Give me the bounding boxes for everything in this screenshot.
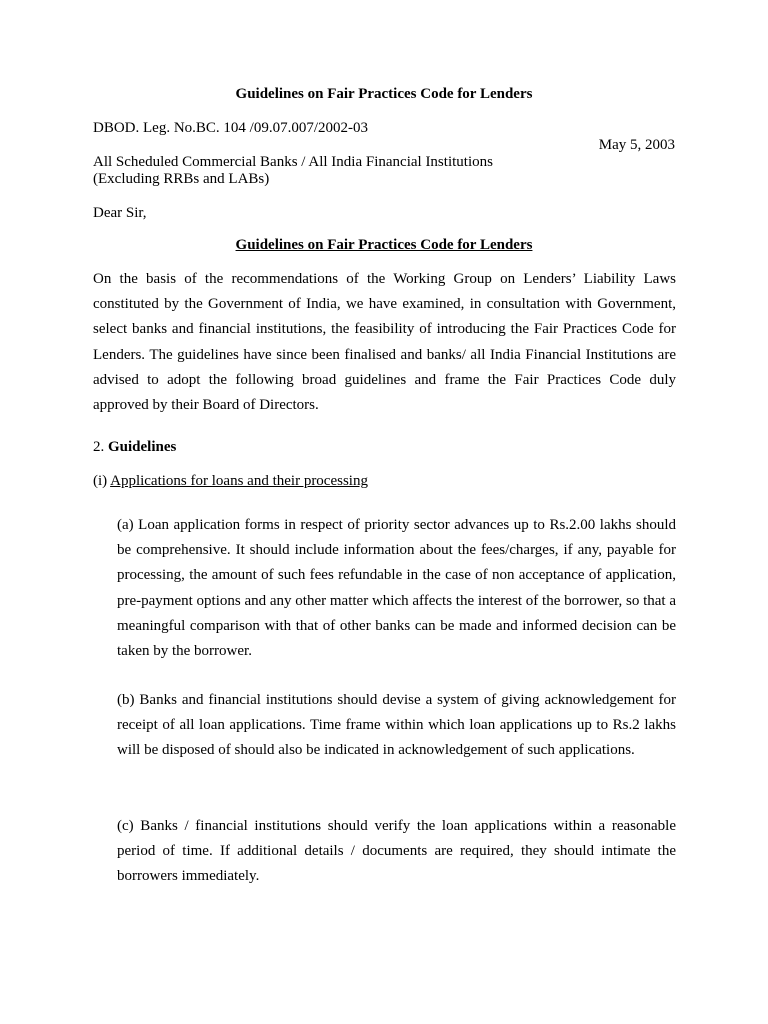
salutation: Dear Sir, (93, 205, 147, 221)
addressee-line-1: All Scheduled Commercial Banks / All India Financial Institutions (93, 154, 493, 170)
guideline-item-b: (b) Banks and financial institutions should devise a system of giving acknowledgement for receipt of all loan applications. Time frame within which loan applications up to Rs.2 lakhs will be disposed of should also be indicated in acknowledgement of such applications. (117, 692, 676, 759)
subsection-number: (i) (93, 473, 108, 489)
subject-heading: Guidelines on Fair Practices Code for Lenders (235, 237, 533, 253)
letter-date: May 5, 2003 (598, 137, 675, 153)
reference-number: DBOD. Leg. No.BC. 104 /09.07.007/2002-03 (93, 120, 368, 136)
subsection-title: Applications for loans and their processing (110, 473, 368, 489)
addressee-line-2: (Excluding RRBs and LABs) (93, 171, 270, 187)
document-title: Guidelines on Fair Practices Code for Lenders (235, 86, 533, 102)
section-heading (93, 439, 176, 456)
subsection-heading (93, 473, 368, 490)
guideline-item-a: (a) Loan application forms in respect of priority sector advances up to Rs.2.00 lakhs should be comprehensive. It should include information about the fees/charges, if any, payable for processing, the amount of such fees refundable in the case of non acceptance of application, pre-payment options and any other matter which affects the interest of the borrower, so that a meaningful comparison with that of other banks can be made and informed decision can be taken by the borrower. (117, 517, 676, 660)
section-title: Guidelines (108, 439, 177, 455)
section-number: 2. (93, 439, 105, 455)
intro-paragraph: On the basis of the recommendations of the Working Group on Lenders’ Liability Laws constituted by the Government of India, we have examined, in consultation with Government, select banks and financial institutions, the feasibility of introducing the Fair Practices Code for Lenders. The guidelines have since been finalised and banks/ all India Financial Institutions are advised to adopt the following broad guidelines and frame the Fair Practices Code duly approved by their Board of Directors. (93, 271, 676, 414)
guideline-item-c: (c) Banks / financial institutions should verify the loan applications within a reasonable period of time. If additional details / documents are required, they should intimate the borrowers immediately. (117, 818, 676, 885)
